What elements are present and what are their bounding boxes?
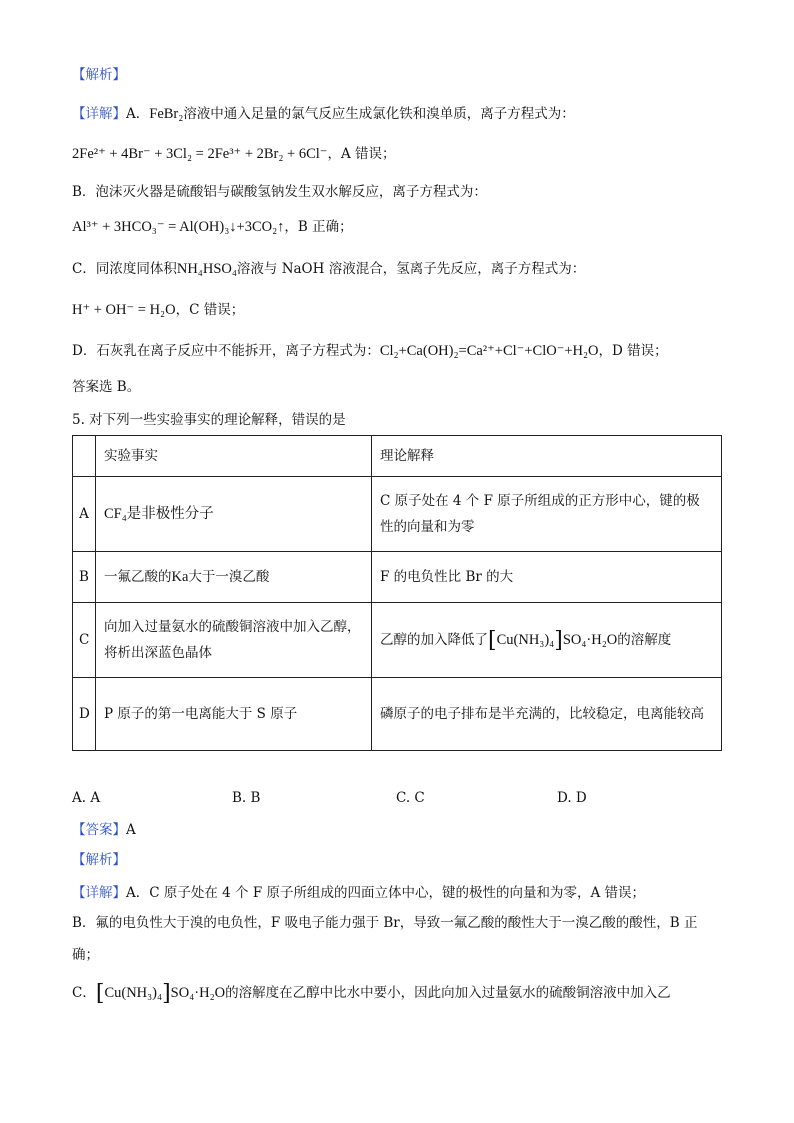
detail2-a-text: A．C 原子处在 4 个 F 原子所组成的四面立体中心，键的极性的向量和为零，A 错误； bbox=[126, 885, 646, 901]
answer-value: A bbox=[126, 822, 136, 838]
table-header-row bbox=[73, 436, 722, 477]
row-label: D bbox=[73, 678, 96, 751]
row-label: C bbox=[73, 603, 96, 678]
complex-formula-2: Cu(NH₃)₄ bbox=[104, 985, 163, 1001]
row-label: A bbox=[73, 477, 96, 552]
answer-row bbox=[72, 821, 136, 839]
header-fact: 实验事实 bbox=[96, 436, 372, 477]
row-fact bbox=[96, 552, 372, 603]
row-fact: P 原子的第一电离能大于 S 原子 bbox=[96, 678, 372, 751]
equation-c-line bbox=[72, 301, 244, 319]
table-row bbox=[73, 678, 722, 751]
header-theory: 理论解释 bbox=[372, 436, 722, 477]
verdict-c: ，C 错误； bbox=[175, 302, 245, 318]
detail-tag-2: 【详解】 bbox=[72, 885, 126, 901]
option-c-prefix: C．同浓度同体积 bbox=[72, 261, 177, 277]
answer-line: 答案选 B。 bbox=[72, 379, 141, 395]
fact-b-post: 大于一溴乙酸 bbox=[188, 569, 270, 585]
fact-b-pre: 一氟乙酸的 bbox=[104, 569, 172, 585]
fact-a: CF₄是非极性分子 bbox=[104, 506, 214, 522]
equation-a: 2Fe²⁺ + 4Br⁻ + 3Cl₂ = 2Fe³⁺ + 2Br₂ + 6Cl⁻ bbox=[72, 146, 328, 162]
complex-formula-tail: SO₄·H₂O bbox=[562, 631, 618, 648]
header-col0 bbox=[73, 436, 96, 477]
option-d[interactable]: D. D bbox=[557, 790, 587, 806]
detail2-c: C．[Cu(NH₃)₄]SO₄·H₂O的溶解度在乙醇中比水中要小，因此向加入过量氨水的硫酸铜溶液中加入乙 bbox=[72, 981, 671, 1006]
detail2-c-text: 的溶解度在乙醇中比水中要小，因此向加入过量氨水的硫酸铜溶液中加入乙 bbox=[225, 985, 671, 1001]
question-stem: 5. 对下列一些实验事实的理论解释，错误的是 bbox=[72, 412, 346, 428]
table-row bbox=[73, 552, 722, 603]
theory-c-pre: 乙醇的加入降低了 bbox=[380, 631, 488, 648]
detail-d-line bbox=[72, 342, 668, 360]
answer-tag: 【答案】 bbox=[72, 822, 126, 838]
option-a-prefix: A． bbox=[126, 106, 150, 122]
equation-a-line bbox=[72, 145, 396, 163]
detail2-b-line1: B．氟的电负性大于溴的电负性，F 吸电子能力强于 Br，导致一氟乙酸的酸性大于一溴乙酸的酸性，B 正 bbox=[72, 915, 698, 931]
verdict-a: ，A 错误； bbox=[327, 146, 396, 162]
equation-b-line bbox=[72, 218, 353, 236]
row-fact bbox=[96, 477, 372, 552]
detail2-b-line2: 确； bbox=[72, 947, 99, 963]
jiexi-tag: 【解析】 bbox=[72, 67, 126, 83]
complex-formula-2-tail: SO₄·H₂O bbox=[170, 985, 226, 1001]
option-d-text: D．石灰乳在离子反应中不能拆开，离子方程式为： bbox=[72, 343, 380, 359]
row-label: B bbox=[73, 552, 96, 603]
row-theory: 乙醇的加入降低了[Cu(NH₃)₄]SO₄·H₂O的溶解度 bbox=[372, 603, 722, 678]
jiexi-tag-2: 【解析】 bbox=[72, 852, 126, 868]
equation-c: H⁺ + OH⁻ = H₂O bbox=[72, 302, 176, 318]
option-a-text: 溶液中通入足量的氯气反应生成氯化铁和溴单质，离子方程式为： bbox=[183, 106, 575, 122]
question-table bbox=[72, 435, 722, 751]
ka-symbol: Ka bbox=[171, 569, 189, 585]
option-b[interactable]: B. B bbox=[232, 790, 261, 806]
equation-b: Al³⁺ + 3HCO₃⁻ = Al(OH)₃↓+3CO₂↑ bbox=[72, 219, 285, 235]
detail2-c-prefix: C． bbox=[72, 985, 96, 1001]
row-theory: C 原子处在 4 个 F 原子所组成的正方形中心，键的极性的向量和为零 bbox=[372, 477, 722, 552]
formula-nh4hso4: NH₄HSO₄ bbox=[176, 261, 237, 277]
detail2-a bbox=[72, 884, 645, 902]
equation-d: Cl₂+Ca(OH)₂=Ca²⁺+Cl⁻+ClO⁻+H₂O bbox=[379, 343, 599, 359]
detail-c-intro bbox=[72, 260, 585, 278]
detail-tag: 【详解】 bbox=[72, 106, 126, 122]
formula-febr2: FeBr₂ bbox=[149, 106, 184, 122]
theory-c-post: 的溶解度 bbox=[617, 631, 672, 648]
row-fact: 向加入过量氨水的硫酸铜溶液中加入乙醇，将析出深蓝色晶体 bbox=[96, 603, 372, 678]
verdict-d: ，D 错误； bbox=[598, 343, 668, 359]
row-theory: 磷原子的电子排布是半充满的，比较稳定，电离能较高 bbox=[372, 678, 722, 751]
option-a[interactable]: A. A bbox=[72, 790, 101, 806]
complex-formula: Cu(NH₃)₄ bbox=[496, 631, 555, 648]
table-row bbox=[73, 477, 722, 552]
row-theory: F 的电负性比 Br 的大 bbox=[372, 552, 722, 603]
detail-b-intro: B．泡沫灭火器是硫酸铝与碳酸氢钠发生双水解反应，离子方程式为： bbox=[72, 184, 487, 200]
option-c-text: 溶液与 NaOH 溶液混合，氢离子先反应，离子方程式为： bbox=[236, 261, 586, 277]
table-row bbox=[73, 603, 722, 678]
detail-a-intro bbox=[72, 105, 575, 123]
option-c[interactable]: C. C bbox=[396, 790, 425, 806]
verdict-b: ，B 正确； bbox=[284, 219, 353, 235]
